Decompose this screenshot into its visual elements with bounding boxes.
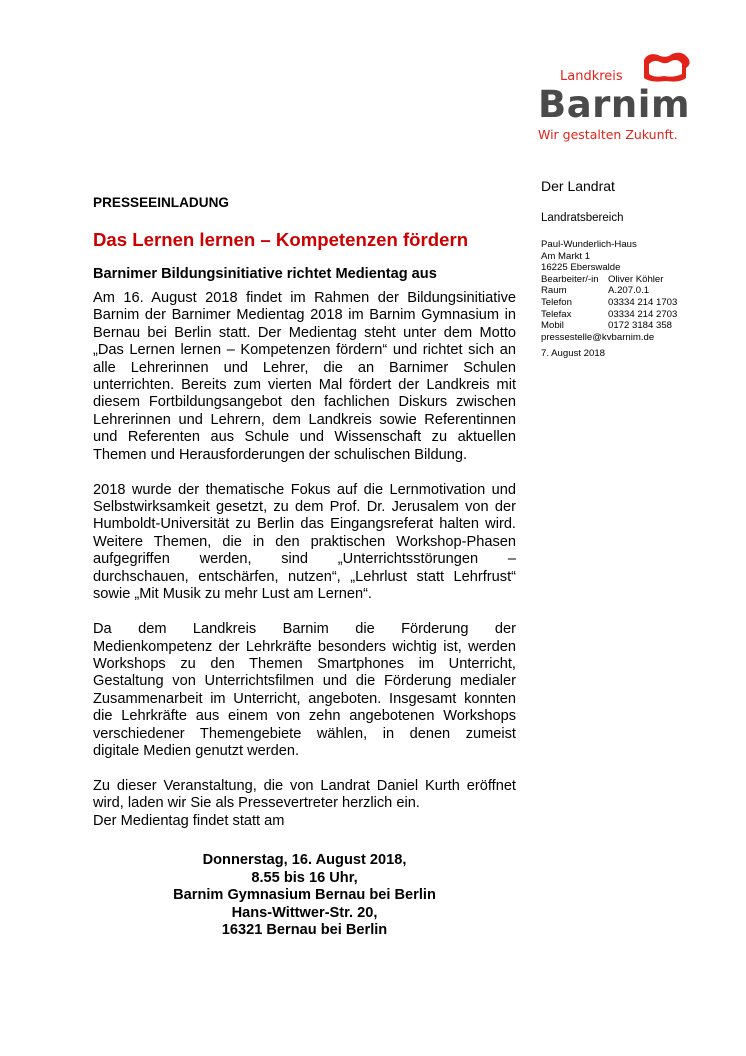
text-line: Zu dieser Veranstaltung, die von Landrat Daniel Kurth eröffnet [93,777,516,794]
contact-value: 03334 214 2703 [608,308,678,320]
address-line: Am Markt 1 [541,250,591,262]
page-title: Das Lernen lernen – Kompetenzen fördern [93,229,469,250]
contact-value: 03334 214 1703 [608,296,678,308]
text-line: unterrichten. Bereits zum vierten Mal fördert der Landkreis mit [93,377,516,394]
contact-row [541,297,677,309]
text-line: Da dem Landkreis Barnim die Förderung der [93,621,516,638]
department-name: Landratsbereich [541,212,624,224]
text-line: digitale Medien genutzt werden. [93,742,300,759]
text-line: und Referenten aus Schule und Wissenschaft zu aktuellen [93,429,516,446]
text-line: diesem Fortbildungsangebot den fachlichen Diskurs zwischen [93,394,516,411]
text-line: Humboldt-Universität zu Berlin das Eingangsreferat halten wird. [93,516,516,533]
event-details [93,852,516,940]
text-line: 2018 wurde der thematische Fokus auf die Lernmotivation und [93,481,516,498]
office-name: Der Landrat [541,178,615,194]
body-text [93,290,516,848]
event-detail-line: Donnerstag, 16. August 2018, [202,852,407,868]
contact-label: Bearbeiter/-in [541,273,599,285]
text-line: Weitere Themen, die in den praktischen Workshop-Phasen [93,533,516,550]
event-detail-line: Barnim Gymnasium Bernau bei Berlin [173,887,436,904]
text-line: Am 16. August 2018 findet im Rahmen der Bildungsinitiative [93,290,516,306]
text-line: die Lehrkräfte aus einem von zehn angebotenen Workshops [93,708,516,725]
address-line: Paul-Wunderlich-Haus [541,239,637,250]
logo-emblem-icon [640,50,692,84]
event-detail-line: 16321 Bernau bei Berlin [221,922,388,939]
paragraph [93,290,516,464]
text-line: Bernau bei Berlin statt. Der Medientag steht unter dem Motto [93,324,516,341]
contact-row [541,274,677,286]
contact-value: 0172 3184 358 [608,320,673,332]
paragraph [93,482,516,604]
event-detail-line: Hans-Wittwer-Str. 20, [231,904,378,921]
text-line: Gestaltung von Unterrichtsfilmen und die Förderung medialer [93,673,516,690]
text-line: Barnim der Barnimer Medientag 2018 im Barnim Gymnasium in [93,307,516,324]
text-line: aufgegriffen werden, sind „Unterrichtsstörungen – [93,551,516,568]
logo-slogan: Wir gestalten Zukunft. [538,127,678,142]
press-invitation-label: PRESSEEINLADUNG [93,195,229,210]
paragraph [93,778,516,813]
text-line: wird, laden wir Sie als Pressevertreter herzlich ein. [93,795,420,812]
contact-label: Mobil [541,320,564,332]
text-line: Medienkompetenz der Lehrkräfte besonders wichtig ist, werden [93,638,516,655]
page-subtitle: Barnimer Bildungsinitiative richtet Medientag aus [93,266,437,282]
contact-row [541,320,677,332]
logo-text-landkreis: Landkreis [560,69,623,84]
contact-label: Telefax [541,308,572,320]
text-line: Der Medientag findet statt am [93,812,285,829]
contact-label: Raum [541,285,567,297]
text-line: alle Lehrerinnen und Lehrer, die an Barnimer Schulen [93,359,516,376]
text-line: Workshops zu den Themen Smartphones im Unterricht, [93,655,516,672]
contact-value: Oliver Köhler [608,273,664,285]
text-line: „Das Lernen lernen – Kompetenzen fördern“ und richtet sich an [93,342,516,359]
event-detail-line: 8.55 bis 16 Uhr, [251,869,358,886]
contact-label: Telefon [541,296,572,308]
text-line: Themen und Herausforderungen der schulischen Bildung. [93,446,467,463]
paragraph [93,621,516,760]
email-link[interactable]: pressestelle@kvbarnim.de [541,331,655,343]
landkreis-barnim-logo [536,50,696,146]
text-line: durchschauen, entschärfen, nutzen“, „Lehrlust statt Lehrfrust“ [93,568,516,585]
paragraph [93,813,516,830]
text-line: Zusammenarbeit im Unterricht, angeboten. Insgesamt konnten [93,690,516,707]
contact-block [541,239,677,343]
contact-row [541,285,677,297]
address-line: 16225 Eberswalde [541,262,621,274]
logo-text-barnim: Barnim [538,83,690,126]
text-line: Selbstwirksamkeit gesetzt, zu dem Prof. Dr. Jerusalem von der [93,499,516,516]
contact-value: A.207.0.1 [608,285,650,297]
document-date: 7. August 2018 [541,348,606,359]
text-line: verschiedener Themengebiete wählen, in denen zumeist [93,725,516,742]
text-line: sowie „Mit Musik zu mehr Lust am Lernen“. [93,586,372,603]
contact-row [541,309,677,321]
text-line: Lehrerinnen und Lehrern, dem Landkreis sowie Referentinnen [93,411,516,428]
